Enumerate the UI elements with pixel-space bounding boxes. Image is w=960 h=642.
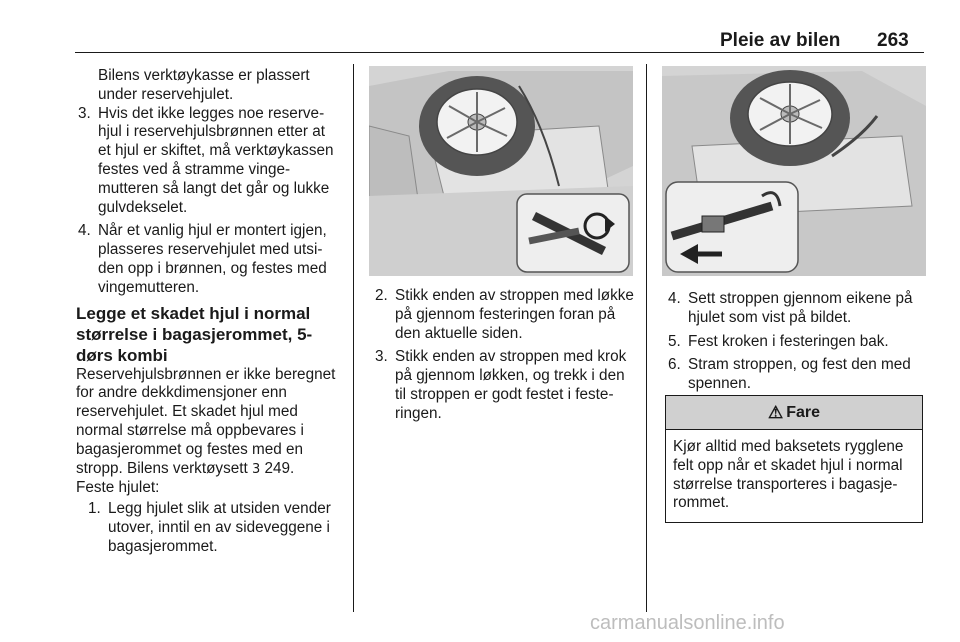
trunk-wheel-detail-drawing [662,66,926,276]
middle-column [373,287,635,429]
attach-label: Feste hjulet: [76,479,160,497]
warning-text: Kjør alltid med baksetets rygglene felt opp når et skadet hjul i normal størrelse transporteres i bagasjerommet. [673,438,904,512]
trunk-wheel-drawing [369,66,633,276]
watermark: carmanualsonline.info [590,612,785,634]
step-text: Legg hjulet slik at utsiden vender utover, inntil en av sideveggene i bagasjerommet. [108,500,331,555]
warning-box [665,395,923,523]
step-number: 3. [78,104,91,122]
step-text: Hvis det ikke legges noe reservehjul i reservehjulsbrønnen etter at et hjul er skiftet, må verktøykassen festes ved å stramme vingemutteren så langt det går og lukke gulvdekselet. [98,104,334,216]
step-number: 4. [668,290,681,307]
column-divider-left [353,64,354,612]
warning-triangle-icon: ⚠ [767,402,784,422]
column-divider-right [646,64,647,612]
step-text: Stikk enden av stroppen med løkke på gjennom festeringen foran på den aktuelle siden. [395,287,634,342]
step-number: 4. [78,222,91,240]
step-number: 5. [668,332,681,350]
step-number: 2. [375,287,388,304]
warning-header [666,396,922,430]
step-text: Stikk enden av stroppen med krok på gjennom løkken, og trekk i den til stroppen er godt festet i festeringen. [395,348,627,422]
step-text: Fest kroken i festeringen bak. [688,332,889,350]
section-heading: Legge et skadet hjul i normal størrelse i bagasjerommet, 5-dørs kombi [76,303,313,365]
body-text [76,366,342,480]
illustration-strap-spokes [662,66,926,276]
cross-reference-icon: 3 [251,461,261,477]
illustration-strap-loop [369,66,633,276]
left-column [76,67,342,562]
list-item-step-3 [373,348,635,423]
list-item-step-6 [666,356,926,394]
body-text-main: Reservehjulsbrønnen er ikke beregnet for andre dekkdimensjoner enn reservehjulet. Et skadet hjul med normal størrelse må oppbevares i bagasjerommet og festes med en stropp. Bilens verktøysett [76,365,336,477]
step-number: 1. [88,500,101,518]
header-title: Pleie av bilen [720,30,841,51]
step-text: Når et vanlig hjul er montert igjen, plasseres reservehjulet med utsiden opp i brønnen, og festes med vingemutteren. [98,222,327,296]
list-item-step-4 [666,290,926,328]
list-item-step-4 [76,222,342,297]
step-number: 3. [375,348,388,366]
list-item-step-3 [76,105,342,218]
list-item-step-2 [373,287,635,343]
list-item-step-5 [666,333,926,352]
step-text: Stram stroppen, og fest den med spennen. [688,356,911,393]
intro-continuation: Bilens verktøykasse er plassert under reservehjulet. [98,67,310,103]
step-number: 6. [668,356,681,374]
right-column [666,290,926,399]
header-rule [75,52,924,53]
warning-title: Fare [786,403,821,421]
list-item-step-1 [86,500,342,556]
step-text: Sett stroppen gjennom eikene på hjulet som vist på bildet. [688,290,913,326]
page-number: 263 [877,30,909,51]
cross-reference-link[interactable]: 249. [264,459,295,477]
